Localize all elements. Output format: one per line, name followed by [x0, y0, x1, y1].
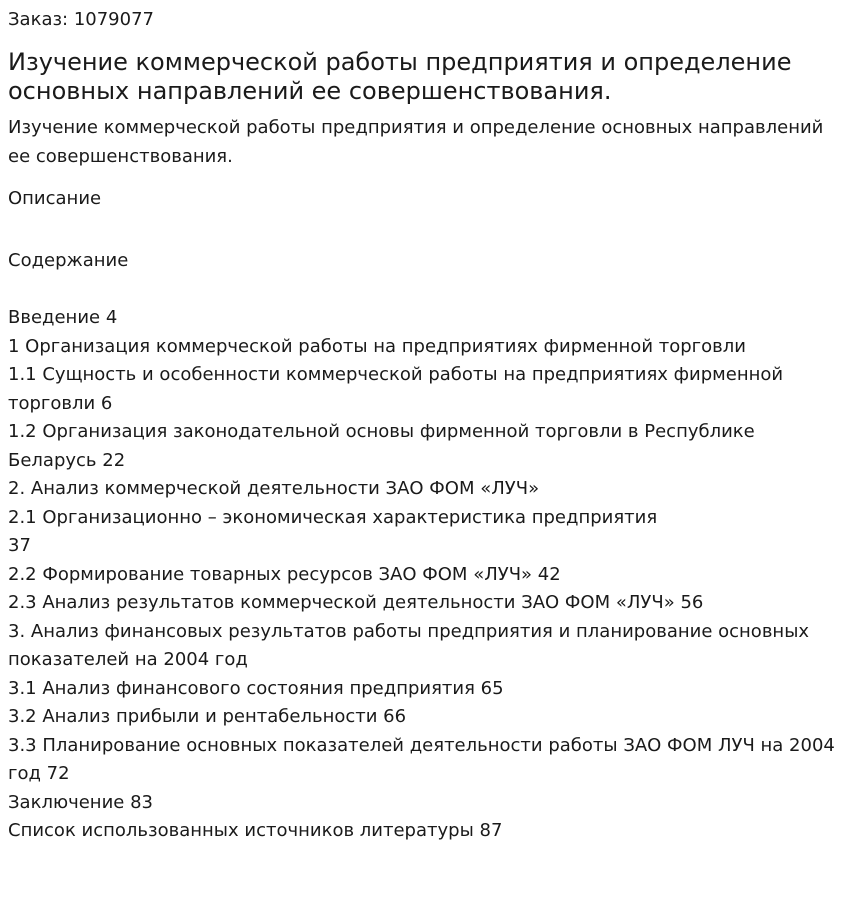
page-subtitle: Изучение коммерческой работы предприятия и определение основных направлений ее совершенствования. — [8, 117, 824, 167]
description-heading: Описание — [8, 188, 102, 209]
order-number: Заказ: 1079077 — [8, 9, 154, 30]
toc-item: Заключение 83 — [8, 791, 153, 813]
toc-item: 2.2 Формирование товарных ресурсов ЗАО ФОМ «ЛУЧ» 42 — [8, 563, 561, 585]
toc-item: 2.3 Анализ результатов коммерческой деятельности ЗАО ФОМ «ЛУЧ» 56 — [8, 592, 704, 613]
toc-item: 37 — [8, 535, 31, 556]
toc-item: 3.2 Анализ прибыли и рентабельности 66 — [8, 706, 407, 727]
toc-item: Введение 4 — [8, 307, 118, 328]
toc-item: 1 Организация коммерческой работы на предприятиях фирменной торговли — [8, 335, 746, 357]
toc-item: 1.1 Сущность и особенности коммерческой работы на предприятиях фирменной торговли 6 — [8, 364, 784, 414]
toc-item: 2. Анализ коммерческой деятельности ЗАО ФОМ «ЛУЧ» — [8, 478, 540, 499]
toc-item: 2.1 Организационно – экономическая характеристика предприятия — [8, 506, 658, 528]
contents-heading: Содержание — [8, 250, 129, 271]
toc-item: 3.3 Планирование основных показателей деятельности работы ЗАО ФОМ ЛУЧ на 2004 год 72 — [8, 734, 835, 784]
toc-item: 1.2 Организация законодательной основы фирменной торговли в Республике Беларусь 22 — [8, 421, 755, 471]
toc-item: 3. Анализ финансовых результатов работы предприятия и планирование основных показателей на 2004 год — [8, 620, 810, 670]
table-of-contents — [8, 304, 839, 846]
toc-item: Список использованных источников литературы 87 — [8, 820, 503, 841]
toc-item: 3.1 Анализ финансового состояния предприятия 65 — [8, 677, 504, 699]
page-title: Изучение коммерческой работы предприятия и определение основных направлений ее совершенствования. — [8, 48, 792, 105]
